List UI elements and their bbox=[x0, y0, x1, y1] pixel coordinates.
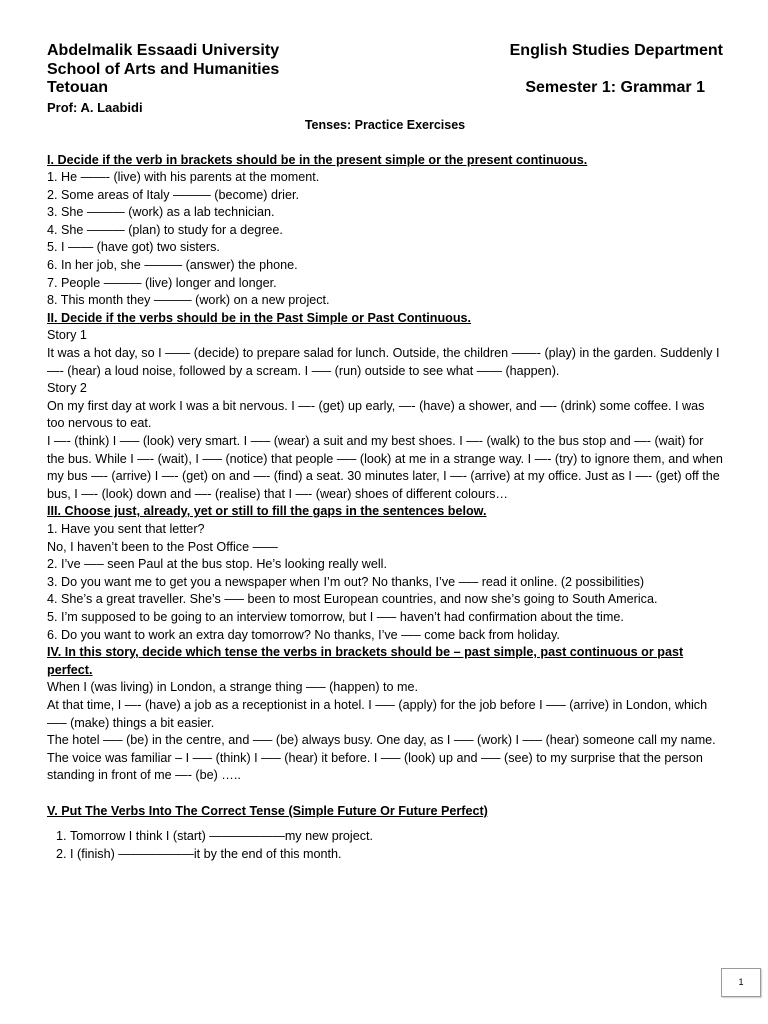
department-name: English Studies Department bbox=[509, 42, 723, 59]
document-header bbox=[47, 42, 723, 98]
section-3-item: 2. I’ve —– seen Paul at the bus stop. He’s looking really well. bbox=[47, 557, 387, 572]
section-1-item: 6. In her job, she ——— (answer) the phone. bbox=[47, 258, 298, 273]
story-2-paragraph: I —- (think) I —– (look) very smart. I —– (wear) a suit and my best shoes. I —- (walk) to the bus stop and —- (wait) for the bus. While I —- (wait), I —– (notice) that people —– (look) at me in a strange way. I —- (try) to ignore them, and when my bus —- (arrive) I —- (get) on and —- (find) a seat. 30 minutes later, I —- (arrive) at my office. Just as I —- (get) off the bus, I —- (look) down and —- (realise) that I —- (wear) shoes of different colours… bbox=[47, 434, 723, 501]
section-1-item: 3. She ——— (work) as a lab technician. bbox=[47, 205, 275, 220]
section-4-line: When I (was living) in London, a strange thing —– (happen) to me. bbox=[47, 680, 419, 695]
section-5-item: 1. Tomorrow I think I (start) ——————my new project. bbox=[70, 828, 723, 846]
page-number: 1 bbox=[721, 968, 761, 997]
section-4-heading: IV. In this story, decide which tense the verbs in brackets should be – past simple, past continuous or past perfect. bbox=[47, 645, 684, 677]
section-4-line: The hotel —– (be) in the centre, and —– (be) always busy. One day, as I —– (work) I —– (hear) someone call my name. The voice was familiar – I —– (think) I —– (hear) it before. I —– (look) up and —– (see) to my surprise that the person standing in front of me —- (be) ….. bbox=[47, 733, 716, 783]
page-title: Tenses: Practice Exercises bbox=[304, 117, 466, 132]
professor-name: Prof: A. Laabidi bbox=[47, 99, 143, 115]
section-1-heading: I. Decide if the verb in brackets should be in the present simple or the present continuous. bbox=[47, 152, 588, 167]
section-3-item: 5. I’m supposed to be going to an interview tomorrow, but I —– haven’t had confirmation about the time. bbox=[47, 609, 624, 624]
section-3-heading: III. Choose just, already, yet or still to fill the gaps in the sentences below. bbox=[47, 504, 487, 519]
story-2-label: Story 2 bbox=[47, 381, 87, 396]
story-1-text: It was a hot day, so I —— (decide) to prepare salad for lunch. Outside, the children ——- (play) in the garden. Suddenly I —- (hear) a loud noise, followed by a scream. I —– (run) outside to see what —— (happen). bbox=[47, 346, 720, 378]
section-1-item: 1. He ——- (live) with his parents at the moment. bbox=[47, 170, 320, 185]
section-4-line: At that time, I —- (have) a job as a receptionist in a hotel. I —– (apply) for the job before I —– (arrive) in London, which —– (make) things a bit easier. bbox=[47, 697, 708, 730]
section-2-heading: II. Decide if the verbs should be in the Past Simple or Past Continuous. bbox=[47, 310, 472, 325]
section-5-item: 2. I (finish) ——————it by the end of this month. bbox=[70, 846, 723, 864]
section-3-item: 4. She’s a great traveller. She’s —– been to most European countries, and now she’s going to South America. bbox=[47, 592, 658, 607]
section-5-list bbox=[47, 828, 723, 863]
section-5-heading: V. Put The Verbs Into The Correct Tense (Simple Future Or Future Perfect) bbox=[47, 803, 488, 818]
section-1-item: 7. People ——— (live) longer and longer. bbox=[47, 275, 277, 290]
section-3-item: 1. Have you sent that letter? bbox=[47, 521, 205, 536]
story-2-paragraph: On my first day at work I was a bit nervous. I —- (get) up early, —- (have) a shower, and —- (drink) some coffee. I was too nervous to eat. bbox=[47, 398, 705, 431]
document-page bbox=[47, 42, 723, 864]
semester-label: Semester 1: Grammar 1 bbox=[525, 79, 705, 96]
university-name: Abdelmalik Essaadi University bbox=[47, 42, 280, 59]
section-1-item: 5. I —— (have got) two sisters. bbox=[47, 240, 220, 255]
section-3-item: 6. Do you want to work an extra day tomorrow? No thanks, I’ve —– come back from holiday. bbox=[47, 627, 560, 642]
section-1-item: 4. She ——— (plan) to study for a degree. bbox=[47, 222, 283, 237]
story-1-label: Story 1 bbox=[47, 328, 87, 343]
school-name: School of Arts and Humanities bbox=[47, 60, 280, 78]
city-name: Tetouan bbox=[47, 79, 109, 96]
section-3-item: 3. Do you want me to get you a newspaper when I’m out? No thanks, I’ve —– read it online. (2 possibilities) bbox=[47, 574, 645, 589]
section-1-item: 2. Some areas of Italy ——— (become) drier. bbox=[47, 187, 299, 202]
section-1-item: 8. This month they ——— (work) on a new project. bbox=[47, 293, 330, 308]
exercise-body bbox=[47, 152, 723, 864]
section-3-item: No, I haven’t been to the Post Office —— bbox=[47, 539, 278, 554]
